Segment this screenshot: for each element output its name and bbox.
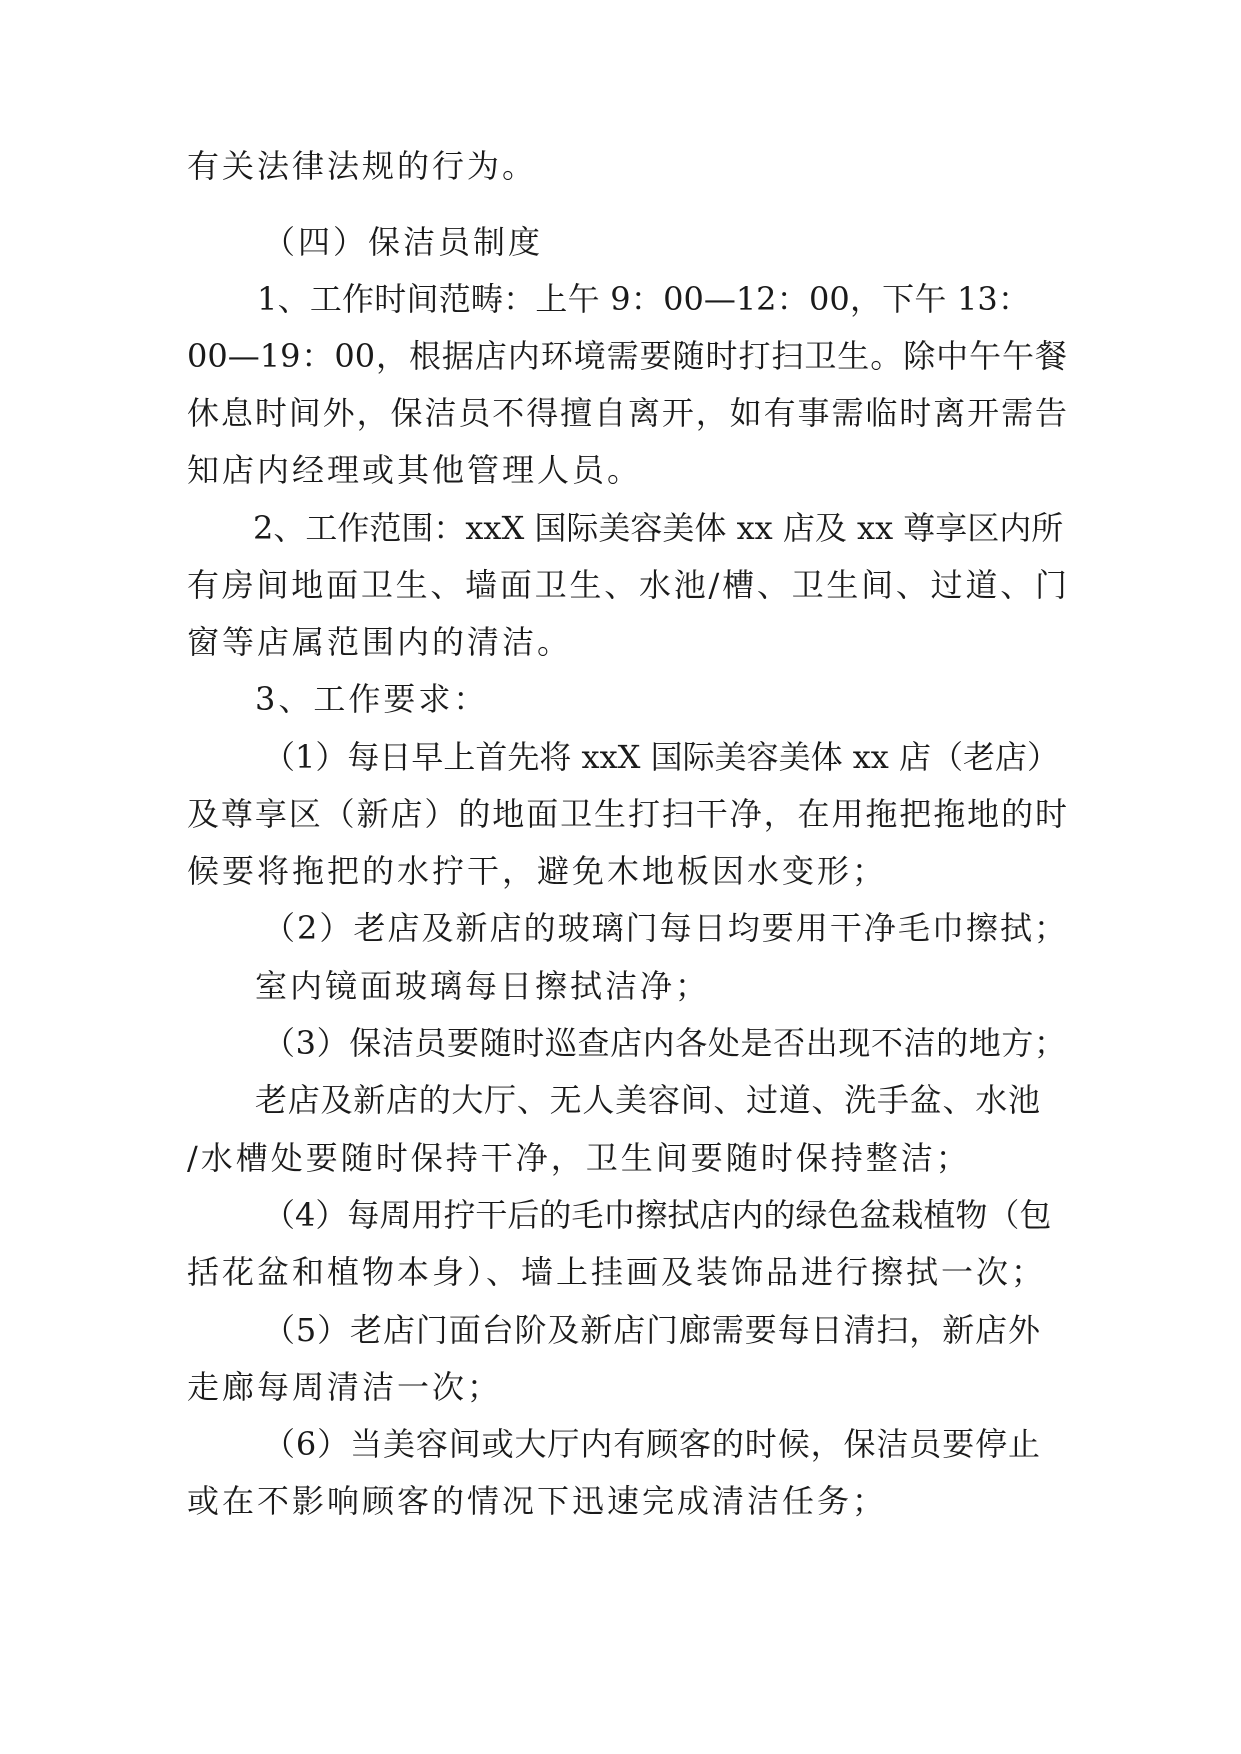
paragraph-line: 1、工作时间范畴：上午 9：00—12：00，下午 13：: [257, 280, 1030, 318]
paragraph-line: 候要将拖把的水拧干，避免木地板因水变形；: [187, 852, 888, 890]
paragraph-line: 00—19：00，根据店内环境需要随时打扫卫生。除中午午餐: [187, 337, 1067, 375]
paragraph-line: （4）每周用拧干后的毛巾擦拭店内的绿色盆栽植物（包: [263, 1196, 1052, 1234]
paragraph-line: （5）老店门面台阶及新店门廊需要每日清扫，新店外: [263, 1311, 1040, 1349]
paragraph-line: 或在不影响顾客的情况下迅速完成清洁任务；: [187, 1482, 888, 1520]
text-line: 有关法律法规的行为。: [187, 147, 538, 185]
paragraph-line: 有房间地面卫生、墙面卫生、水池/槽、卫生间、过道、门: [187, 566, 1067, 604]
paragraph-line: 休息时间外，保洁员不得擅自离开，如有事需临时离开需告: [187, 394, 1067, 432]
paragraph-line: 括花盆和植物本身）、墙上挂画及装饰品进行擦拭一次；: [187, 1253, 1047, 1291]
paragraph-line: （2）老店及新店的玻璃门每日均要用干净毛巾擦拭；: [263, 909, 1066, 947]
paragraph-line: （1）每日早上首先将 xxX 国际美容美体 xx 店（老店）: [263, 738, 1060, 776]
paragraph-line: 及尊享区（新店）的地面卫生打扫干净，在用拖把拖地的时: [187, 795, 1067, 833]
paragraph-line: （3）保洁员要随时巡查店内各处是否出现不洁的地方；: [263, 1024, 1066, 1062]
paragraph-line: （6）当美容间或大厅内有顾客的时候，保洁员要停止: [263, 1425, 1040, 1463]
paragraph-line: 3、工作要求：: [255, 680, 489, 718]
paragraph-line: /水槽处要随时保持干净，卫生间要随时保持整洁；: [187, 1139, 971, 1177]
paragraph-line: 窗等店属范围内的清洁。: [187, 623, 573, 661]
paragraph-line: 走廊每周清洁一次；: [187, 1368, 503, 1406]
section-heading: （四）保洁员制度: [263, 223, 544, 261]
paragraph-line: 室内镜面玻璃每日擦拭洁净；: [255, 967, 711, 1005]
paragraph-line: 2、工作范围：xxX 国际美容美体 xx 店及 xx 尊享区内所: [253, 509, 1064, 547]
paragraph-line: 知店内经理或其他管理人员。: [187, 451, 643, 489]
paragraph-line: 老店及新店的大厅、无人美容间、过道、洗手盆、水池: [255, 1081, 1040, 1119]
